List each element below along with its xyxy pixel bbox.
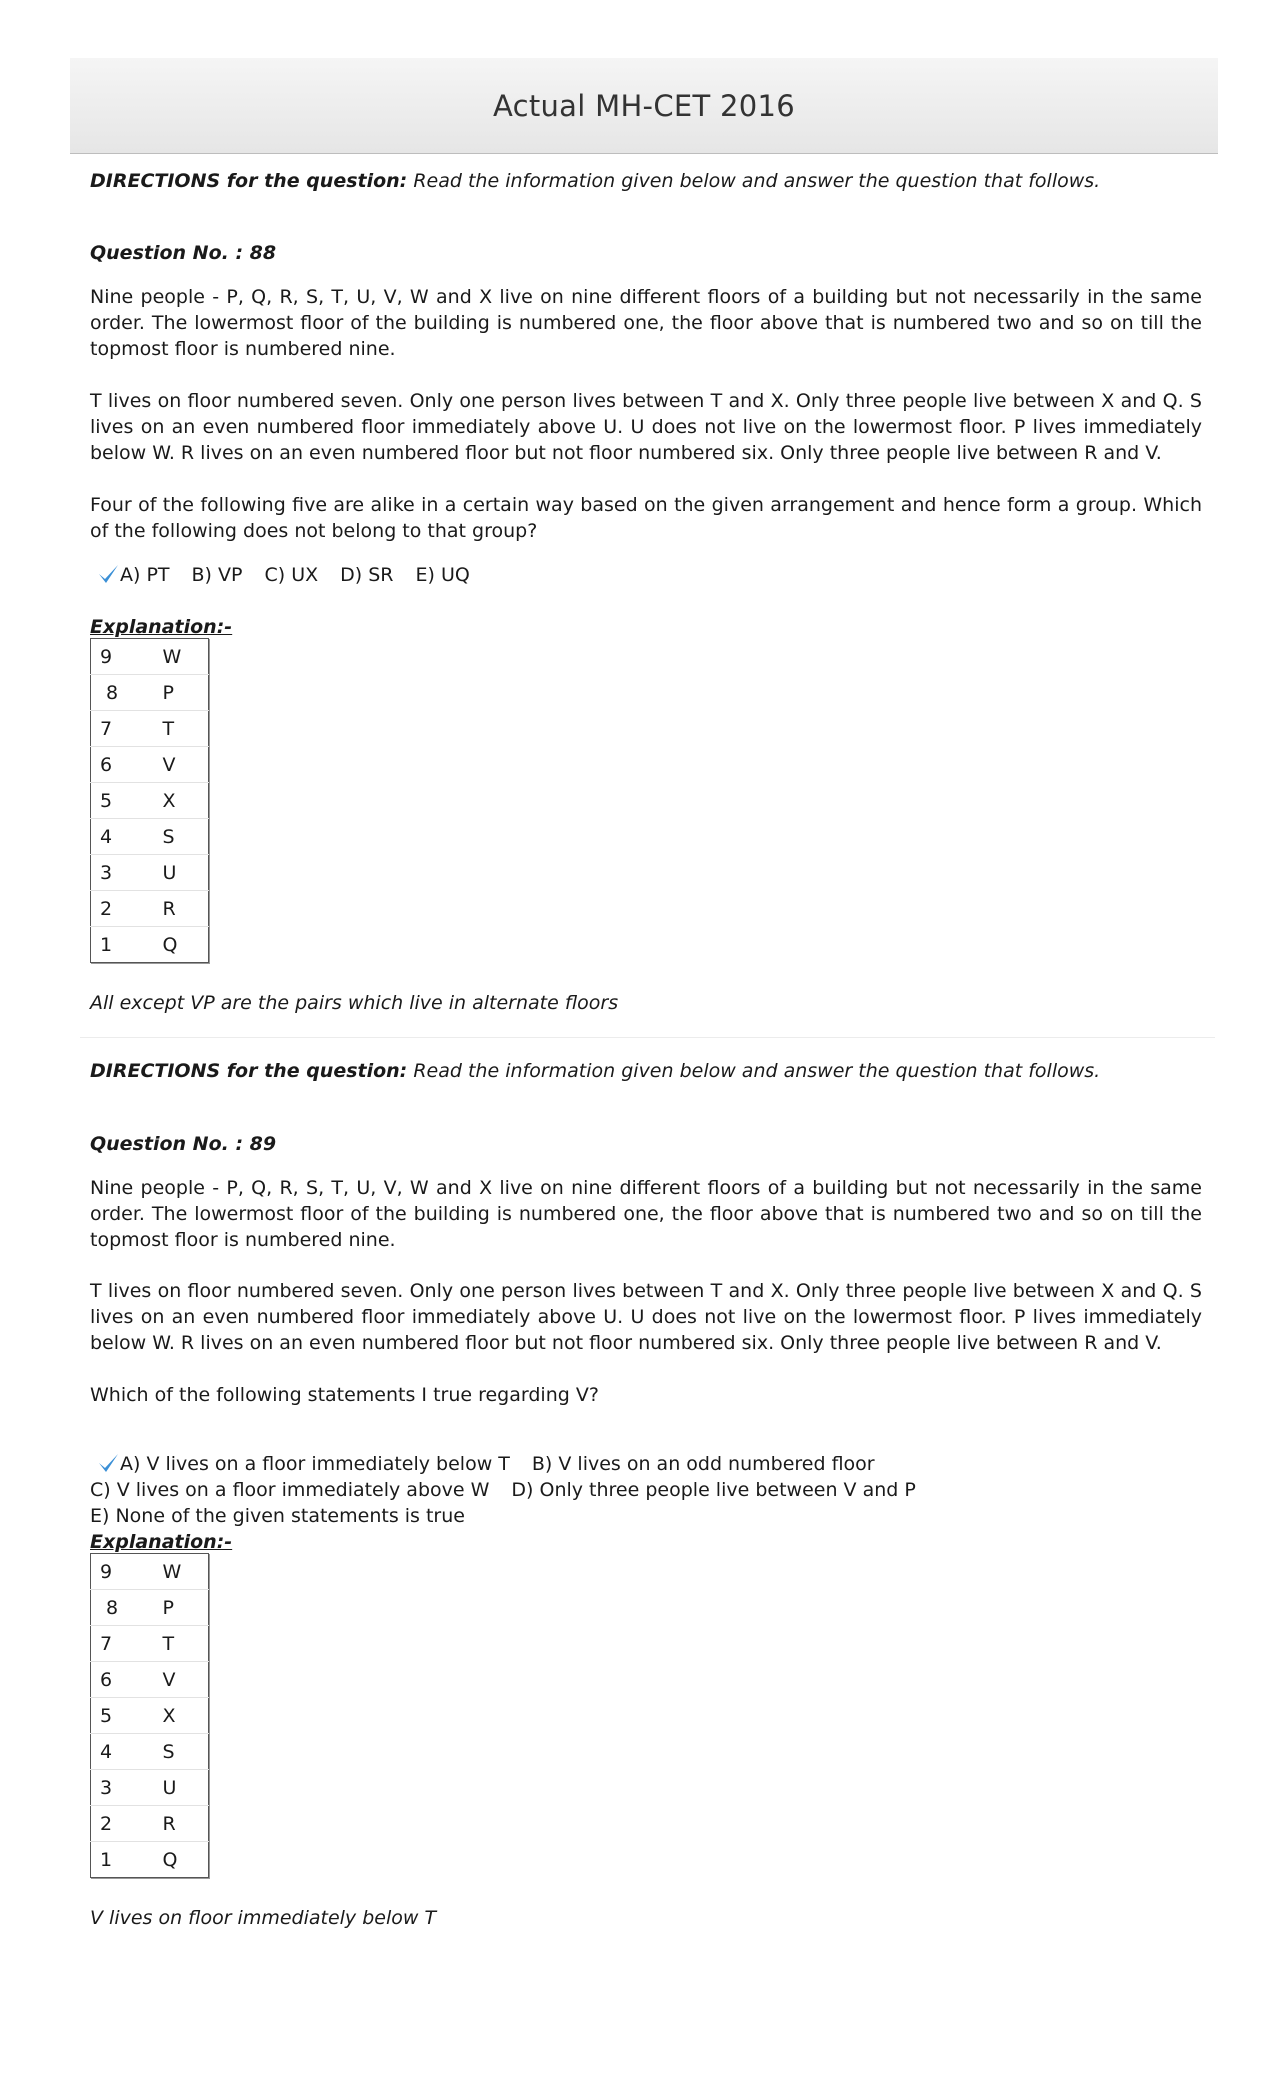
question-number: Question No. : 88 — [90, 242, 277, 264]
table-row — [91, 1554, 209, 1590]
options-q89 — [92, 1451, 1204, 1529]
person-cell: U — [154, 1770, 209, 1806]
table-row — [91, 1662, 209, 1698]
floor-table-q88 — [90, 638, 209, 963]
table-row — [91, 819, 209, 855]
directions-label: DIRECTIONS for the question: — [90, 170, 408, 192]
checkmark-icon — [98, 562, 120, 584]
page-header — [70, 58, 1218, 154]
person-cell: P — [154, 675, 209, 711]
question-para-1: Nine people - P, Q, R, S, T, U, V, W and X live on nine different floors of a building but not necessarily in the same order. The lowermost floor of the building is numbered one, the floor above that is numbered two and so on till the topmost floor is numbered nine. — [90, 286, 1202, 360]
table-row — [91, 927, 209, 963]
explanation-summary: All except VP are the pairs which live in alternate floors — [90, 992, 619, 1014]
section-divider — [80, 1037, 1215, 1038]
person-cell: X — [154, 1698, 209, 1734]
floor-number-cell: 1 — [100, 1848, 113, 1871]
table-row — [91, 639, 209, 675]
person-cell: V — [154, 747, 209, 783]
floor-number-cell: 2 — [91, 891, 154, 927]
person-cell: U — [154, 855, 209, 891]
question-para-2: T lives on floor numbered seven. Only one person lives between T and X. Only three people live between X and Q. S lives on an even numbered floor immediately above U. U does not live on the lowermost floor. P lives immediately below W. R lives on an even numbered floor but not floor numbered six. Only three people live between R and V. — [90, 390, 1202, 464]
option-a[interactable]: A) V lives on a floor immediately below T — [120, 1453, 510, 1475]
floor-number-cell: 3 — [91, 855, 154, 891]
option-d[interactable]: D) SR — [340, 564, 394, 586]
question-text: Which of the following statements I true regarding V? — [90, 1384, 599, 1406]
person-cell: X — [154, 783, 209, 819]
table-row — [91, 891, 209, 927]
floor-number-cell: 6 — [91, 1662, 154, 1698]
option-a[interactable]: A) PT — [120, 564, 170, 586]
table-row — [91, 855, 209, 891]
floor-table-q89 — [90, 1553, 209, 1878]
directions-q88 — [90, 168, 1202, 194]
floor-number-cell: 5 — [91, 783, 154, 819]
person-cell: R — [154, 891, 209, 927]
floor-number-cell: 9 — [91, 1554, 154, 1590]
directions-text: Read the information given below and answer the question that follows. — [407, 170, 1101, 192]
option-e[interactable]: E) None of the given statements is true — [90, 1505, 465, 1527]
floor-number-cell: 5 — [91, 1698, 154, 1734]
directions-q89 — [90, 1058, 1202, 1084]
floor-number-cell: 6 — [91, 747, 154, 783]
question-para-2: T lives on floor numbered seven. Only one person lives between T and X. Only three people live between X and Q. S lives on an even numbered floor immediately above U. U does not live on the lowermost floor. P lives immediately below W. R lives on an even numbered floor but not floor numbered six. Only three people live between R and V. — [90, 1280, 1202, 1354]
table-row — [91, 675, 209, 711]
table-row — [91, 1842, 209, 1878]
table-row — [91, 747, 209, 783]
table-row — [91, 1698, 209, 1734]
directions-text: Read the information given below and answer the question that follows. — [407, 1060, 1101, 1082]
person-cell: T — [154, 1626, 209, 1662]
question-para-1: Nine people - P, Q, R, S, T, U, V, W and X live on nine different floors of a building but not necessarily in the same order. The lowermost floor of the building is numbered one, the floor above that is numbered two and so on till the topmost floor is numbered nine. — [90, 1177, 1202, 1251]
floor-number-cell: 7 — [91, 1626, 154, 1662]
table-row — [91, 1770, 209, 1806]
option-e[interactable]: E) UQ — [415, 564, 470, 586]
explanation-label: Explanation:- — [90, 616, 233, 638]
person-cell: W — [154, 1554, 209, 1590]
floor-table — [90, 1553, 209, 1878]
floor-number-cell: 7 — [91, 711, 154, 747]
option-b[interactable]: B) VP — [191, 564, 243, 586]
page-title: Actual MH-CET 2016 — [492, 89, 796, 123]
person-cell: Q — [162, 933, 178, 956]
floor-number-cell: 9 — [91, 639, 154, 675]
floor-number-cell: 8 — [91, 1590, 154, 1626]
explanation-label: Explanation:- — [90, 1531, 233, 1553]
option-c[interactable]: C) UX — [264, 564, 319, 586]
person-cell: R — [154, 1806, 209, 1842]
directions-label: DIRECTIONS for the question: — [90, 1060, 408, 1082]
option-b[interactable]: B) V lives on an odd numbered floor — [531, 1453, 875, 1475]
table-row — [91, 1626, 209, 1662]
floor-number-cell: 4 — [91, 819, 154, 855]
floor-table — [90, 638, 209, 963]
checkmark-icon — [98, 1451, 120, 1473]
floor-number-cell: 2 — [91, 1806, 154, 1842]
option-d[interactable]: D) Only three people live between V and P — [511, 1479, 916, 1501]
floor-number-cell: 8 — [91, 675, 154, 711]
table-row — [91, 711, 209, 747]
person-cell: T — [154, 711, 209, 747]
floor-number-cell: 4 — [91, 1734, 154, 1770]
table-row — [91, 783, 209, 819]
person-cell: P — [154, 1590, 209, 1626]
person-cell: V — [154, 1662, 209, 1698]
floor-number-cell: 1 — [100, 933, 113, 956]
person-cell: S — [154, 1734, 209, 1770]
option-c[interactable]: C) V lives on a floor immediately above W — [90, 1479, 490, 1501]
floor-number-cell: 3 — [91, 1770, 154, 1806]
person-cell: Q — [162, 1848, 178, 1871]
table-row — [91, 1590, 209, 1626]
person-cell: W — [154, 639, 209, 675]
question-number: Question No. : 89 — [90, 1133, 277, 1155]
options-q88 — [92, 562, 1204, 588]
person-cell: S — [154, 819, 209, 855]
table-row — [91, 1806, 209, 1842]
explanation-summary: V lives on floor immediately below T — [90, 1907, 437, 1929]
table-row — [91, 1734, 209, 1770]
question-text: Four of the following five are alike in a certain way based on the given arrangement and hence form a group. Which of the following does not belong to that group? — [90, 494, 1202, 542]
